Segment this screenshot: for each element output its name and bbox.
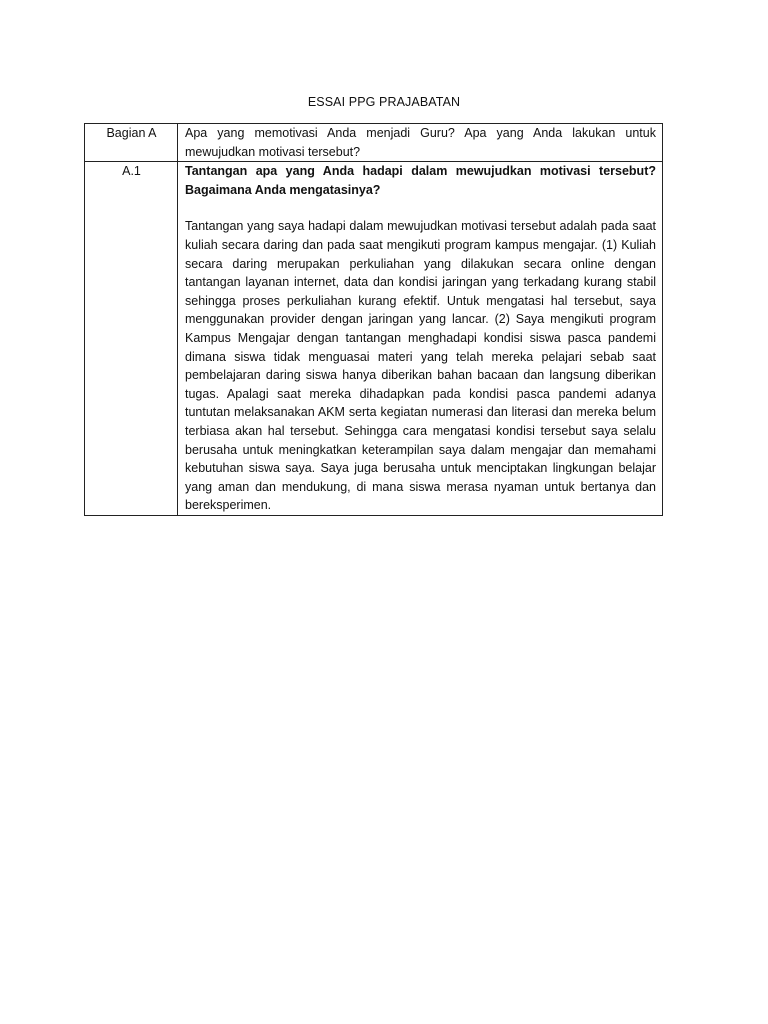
- table-row: [85, 162, 663, 516]
- row-label: A.1: [85, 162, 178, 516]
- table-row: [85, 124, 663, 162]
- answer-text: Tantangan yang saya hadapi dalam mewujudkan motivasi tersebut adalah pada saat kuliah secara daring dan pada saat mengikuti program kampus mengajar. (1) Kuliah secara daring merupakan perkuliahan yang dilakukan secara online dengan tantangan layanan internet, data dan kondisi jaringan yang terkadang kurang stabil sehingga proses perkuliahan kurang efektif. Untuk mengatasi hal tersebut, saya menggunakan provider dengan jaringan yang lancar. (2) Saya mengikuti program Kampus Mengajar dengan tantangan menghadapi kondisi siswa pasca pandemi dimana siswa tidak menguasai materi yang telah mereka pelajari sebab saat pembelajaran daring siswa hanya diberikan bahan bacaan dan langsung diberikan tugas. Apalagi saat mereka dihadapkan pada kondisi pasca pandemi adanya tuntutan melaksanakan AKM serta kegiatan numerasi dan literasi dan mereka belum terbiasa akan hal tersebut. Sehingga cara mengatasi kondisi tersebut saya selalu berusaha untuk meningkatkan keterampilan saya dalam mengajar dan memahami kebutuhan siswa saya. Saya juga berusaha untuk menciptakan lingkungan belajar yang aman dan mendukung, di mana siswa merasa nyaman untuk bertanya dan bereksperimen.: [185, 219, 656, 513]
- row-label: Bagian A: [85, 124, 178, 162]
- essay-table: [84, 123, 663, 516]
- row-content: [178, 162, 663, 516]
- question-text: Apa yang memotivasi Anda menjadi Guru? Apa yang Anda lakukan untuk mewujudkan motivasi tersebut?: [185, 126, 656, 159]
- document-title: ESSAI PPG PRAJABATAN: [307, 95, 461, 109]
- row-content: [178, 124, 663, 162]
- question-text: Tantangan apa yang Anda hadapi dalam mewujudkan motivasi tersebut? Bagaimana Anda mengatasinya?: [185, 164, 656, 197]
